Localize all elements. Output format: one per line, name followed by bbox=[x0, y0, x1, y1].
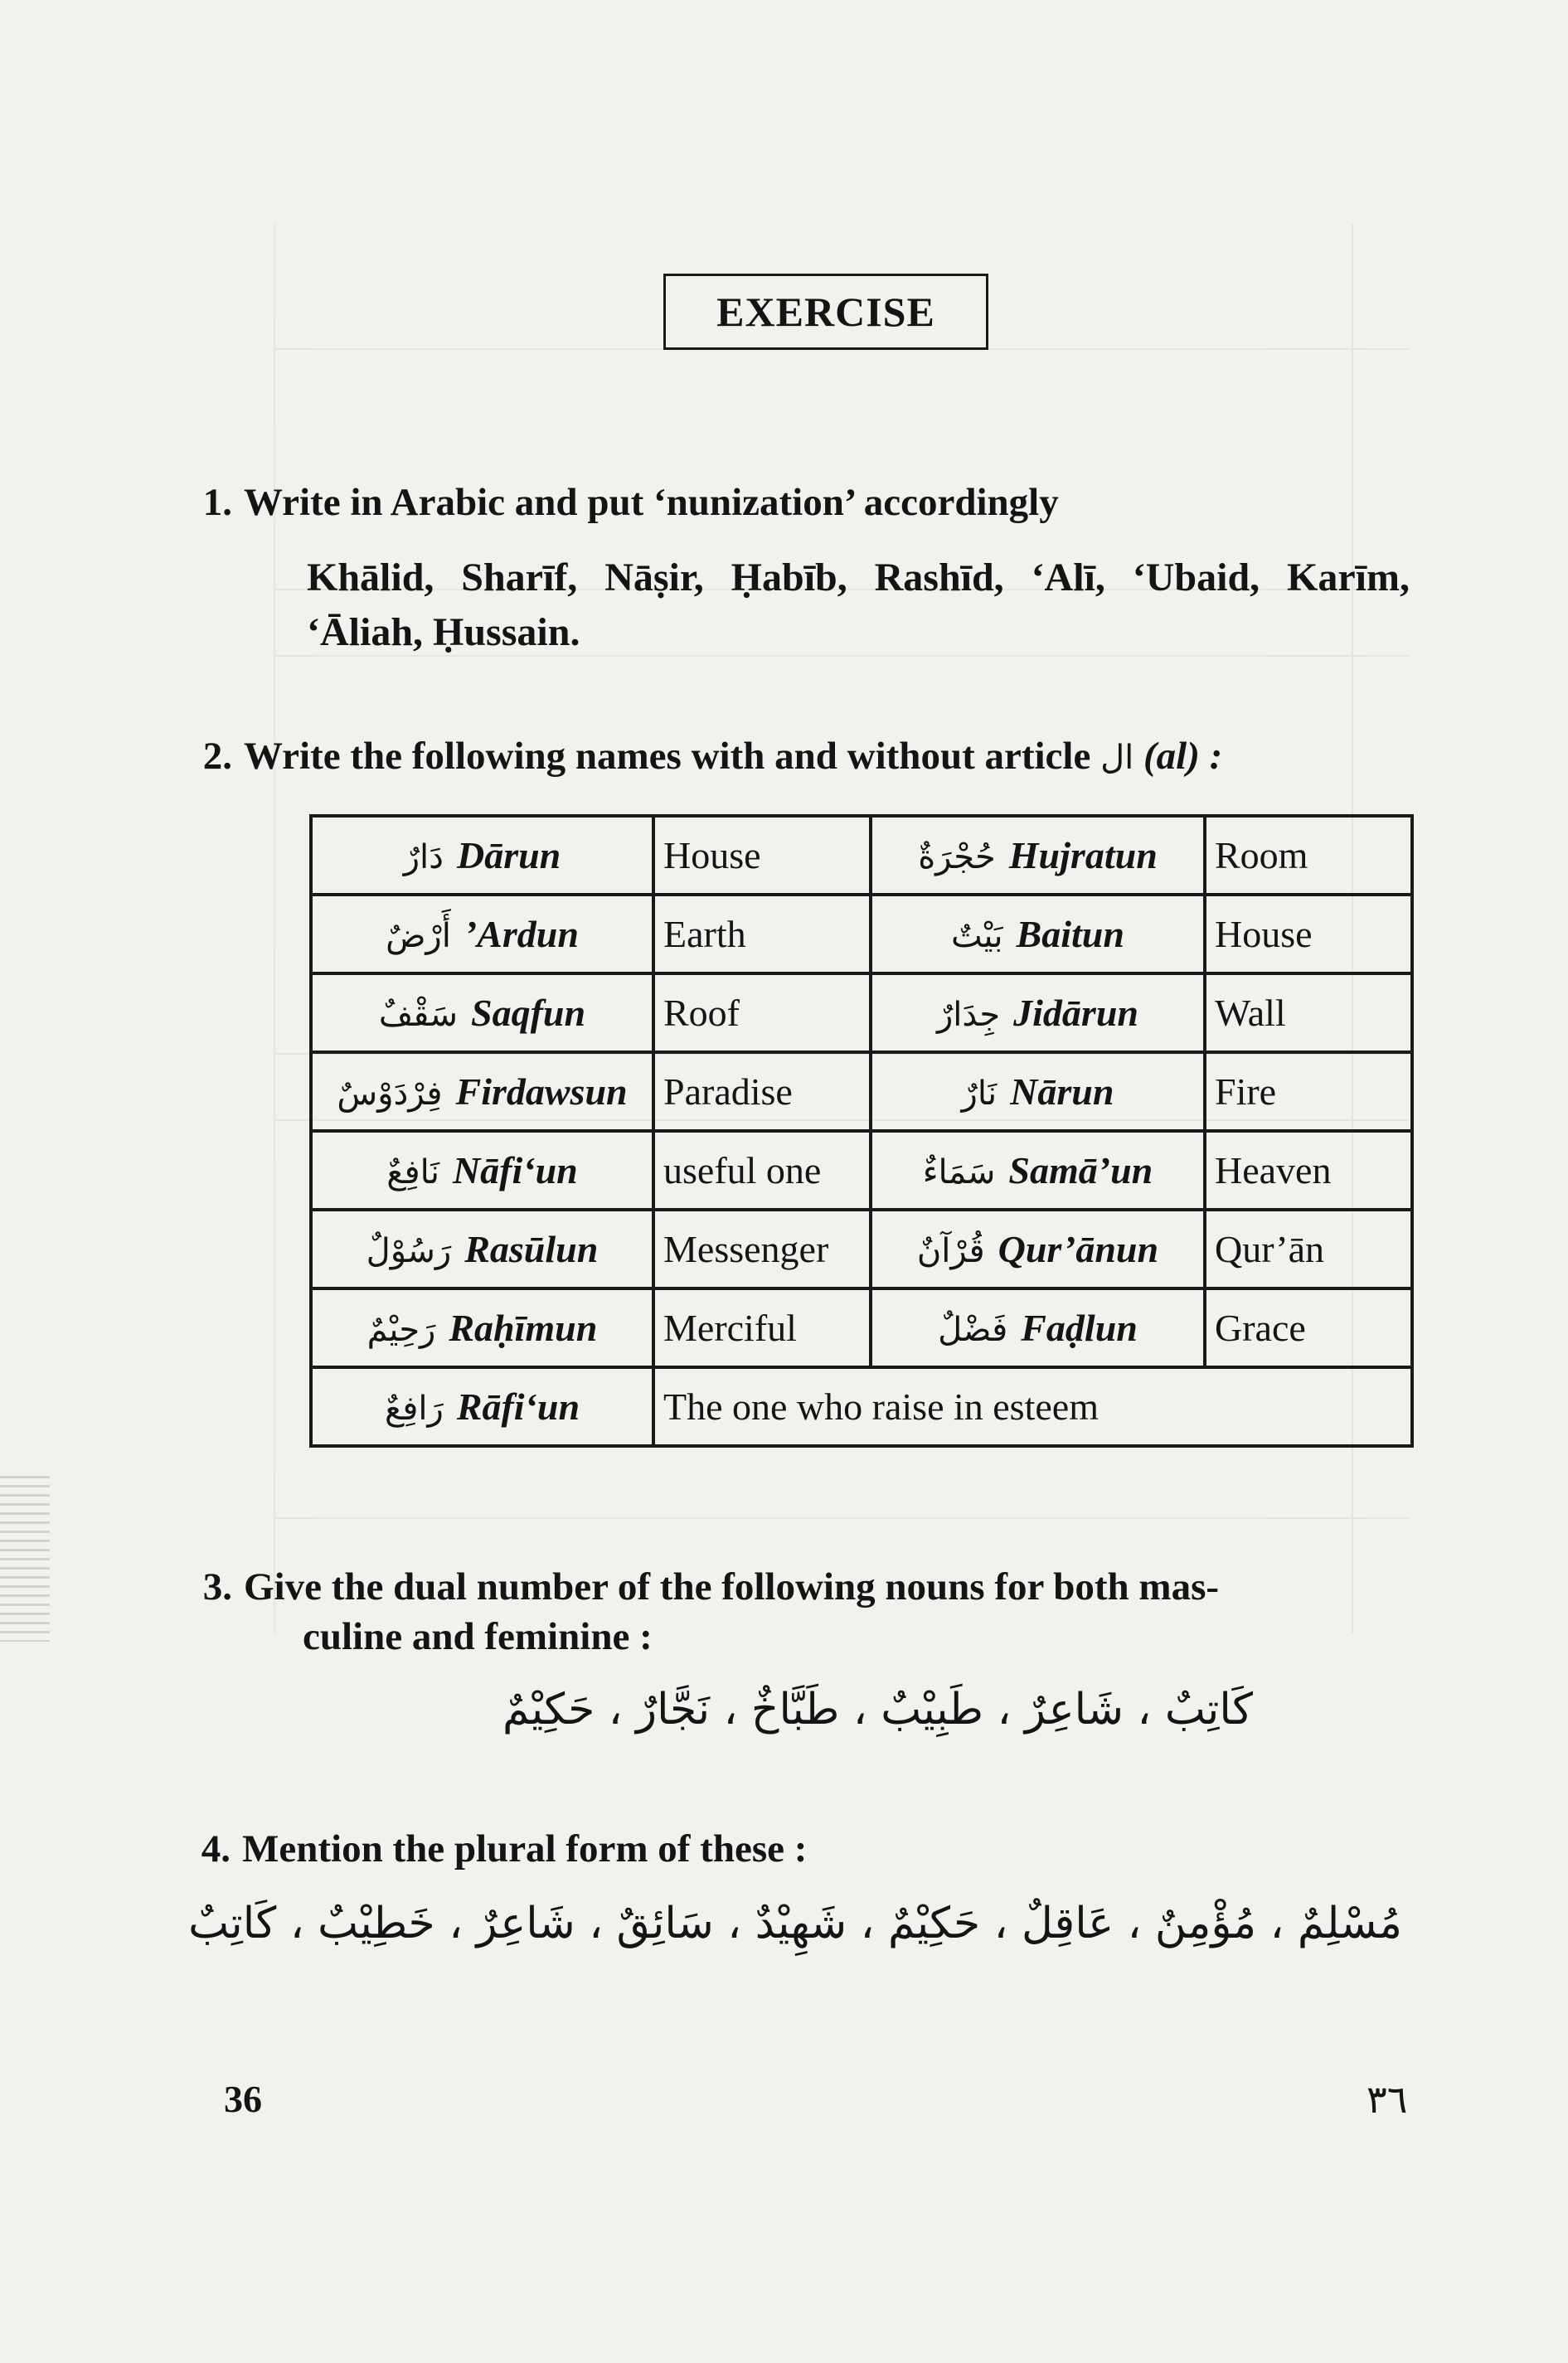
table-row bbox=[311, 1052, 1412, 1131]
arabic-word-cell bbox=[871, 1288, 1205, 1367]
question-4-arabic-words: مُسْلِمٌ ، مُؤْمِنٌ ، عَاقِلٌ ، حَكِيْمٌ ، شَهِيْدٌ ، سَائِقٌ ، شَاعِرٌ ، خَطِيْبٌ ، كَاتِبٌ bbox=[188, 1899, 1402, 1948]
meaning-cell: Earth bbox=[653, 895, 871, 973]
meaning-cell: Grace bbox=[1205, 1288, 1412, 1367]
question-4-text: Mention the plural form of these : bbox=[242, 1827, 808, 1871]
arabic-word: بَيْتٌ bbox=[951, 917, 1003, 955]
arabic-word-cell bbox=[311, 895, 653, 973]
arabic-word-cell bbox=[871, 1210, 1205, 1288]
transliteration: Firdawsun bbox=[455, 1070, 628, 1113]
question-1-text: Write in Arabic and put ‘nunization’ accordingly bbox=[244, 481, 1059, 524]
transliteration: ’Ardun bbox=[464, 913, 579, 955]
arabic-word-cell bbox=[311, 816, 653, 895]
table-row bbox=[311, 1288, 1412, 1367]
meaning-cell: The one who raise in esteem bbox=[653, 1367, 1412, 1446]
arabic-word-cell bbox=[311, 1131, 653, 1210]
table-row bbox=[311, 895, 1412, 973]
arabic-word: رَحِيْمٌ bbox=[367, 1311, 436, 1349]
arabic-word: فَضْلٌ bbox=[938, 1311, 1008, 1349]
transliteration: Faḍlun bbox=[1021, 1307, 1138, 1349]
meaning-cell: Paradise bbox=[653, 1052, 871, 1131]
arabic-word: سَمَاءٌ bbox=[922, 1153, 996, 1191]
arabic-word-cell bbox=[871, 816, 1205, 895]
transliteration: Saqfun bbox=[471, 992, 586, 1034]
page-number-arabic: ٣٦ bbox=[1367, 2077, 1408, 2122]
page-number: 36 bbox=[224, 2078, 262, 2120]
arabic-word: نَافِعٌ bbox=[386, 1153, 439, 1191]
exercise-title: EXERCISE bbox=[663, 274, 988, 350]
question-3-number: 3. bbox=[202, 1565, 232, 1608]
meaning-cell: Qur’ān bbox=[1205, 1210, 1412, 1288]
question-1-names: Khālid, Sharīf, Nāṣir, Ḥabīb, Rashīd, ‘Alī, ‘Ubaid, Karīm, ‘Āliah, Ḥussain. bbox=[307, 556, 1410, 654]
transliteration: Rasūlun bbox=[464, 1228, 599, 1270]
arabic-word: نَارٌ bbox=[961, 1075, 998, 1113]
table-row bbox=[311, 973, 1412, 1052]
meaning-cell: Merciful bbox=[653, 1288, 871, 1367]
question-3-arabic-words: كَاتِبٌ ، شَاعِرٌ ، طَبِيْبٌ ، طَبَّاخٌ ، نَجَّارٌ ، حَكِيْمٌ bbox=[502, 1685, 1253, 1735]
arabic-word-cell bbox=[871, 895, 1205, 973]
question-3 bbox=[174, 1562, 1219, 1612]
arabic-word: قُرْآنٌ bbox=[916, 1232, 985, 1270]
table-row bbox=[311, 1131, 1412, 1210]
question-1-number: 1. bbox=[202, 481, 232, 524]
vocabulary-table bbox=[309, 814, 1414, 1448]
meaning-cell: Heaven bbox=[1205, 1131, 1412, 1210]
meaning-cell: Fire bbox=[1205, 1052, 1412, 1131]
arabic-word: جِدَارٌ bbox=[936, 996, 1001, 1034]
arabic-word-cell bbox=[311, 1052, 653, 1131]
arabic-word: دَارٌ bbox=[403, 838, 444, 876]
article-transliteration: (al) : bbox=[1143, 735, 1223, 778]
arabic-word: أَرْضٌ bbox=[386, 917, 451, 955]
transliteration: Dārun bbox=[456, 834, 561, 876]
meaning-cell: Messenger bbox=[653, 1210, 871, 1288]
question-4 bbox=[172, 1824, 807, 1874]
transliteration: Samā’un bbox=[1008, 1149, 1153, 1191]
arabic-word-cell bbox=[311, 973, 653, 1052]
meaning-cell: Roof bbox=[653, 973, 871, 1052]
question-2-text: Write the following names with and without article bbox=[244, 735, 1091, 778]
transliteration: Jidārun bbox=[1013, 992, 1138, 1034]
meaning-cell: House bbox=[1205, 895, 1412, 973]
transliteration: Nārun bbox=[1010, 1070, 1114, 1113]
arabic-word: فِرْدَوْسٌ bbox=[337, 1075, 443, 1113]
transliteration: Qur’ānun bbox=[998, 1228, 1159, 1270]
meaning-cell: Room bbox=[1205, 816, 1412, 895]
transliteration: Raḥīmun bbox=[449, 1307, 598, 1349]
arabic-word-cell bbox=[311, 1288, 653, 1367]
table-row bbox=[311, 816, 1412, 895]
arabic-word: سَقْفٌ bbox=[378, 996, 459, 1034]
question-3-line1: Give the dual number of the following nouns for both mas- bbox=[244, 1565, 1220, 1608]
transliteration: Hujratun bbox=[1008, 834, 1158, 876]
question-2 bbox=[174, 731, 1222, 783]
transliteration: Baitun bbox=[1016, 913, 1124, 955]
table-row bbox=[311, 1210, 1412, 1288]
meaning-cell: House bbox=[653, 816, 871, 895]
arabic-word-cell bbox=[871, 973, 1205, 1052]
meaning-cell: Wall bbox=[1205, 973, 1412, 1052]
question-3-line2: culine and feminine : bbox=[303, 1615, 653, 1658]
arabic-word-cell bbox=[871, 1052, 1205, 1131]
transliteration: Nāfi‘un bbox=[452, 1149, 578, 1191]
question-4-number: 4. bbox=[201, 1827, 231, 1871]
arabic-word: رَسُوْلٌ bbox=[366, 1232, 452, 1270]
page-edge-shadow bbox=[0, 1476, 50, 1642]
question-1 bbox=[174, 478, 1059, 527]
table-row bbox=[311, 1367, 1412, 1446]
arabic-word-cell bbox=[311, 1367, 653, 1446]
meaning-cell: useful one bbox=[653, 1131, 871, 1210]
arabic-word-cell bbox=[871, 1131, 1205, 1210]
arabic-word: رَافِعٌ bbox=[384, 1390, 444, 1428]
question-2-number: 2. bbox=[202, 735, 232, 778]
arabic-word: حُجْرَةٌ bbox=[918, 838, 996, 876]
arabic-word-cell bbox=[311, 1210, 653, 1288]
transliteration: Rāfi‘un bbox=[456, 1385, 580, 1428]
article-arabic: ال bbox=[1100, 739, 1134, 777]
